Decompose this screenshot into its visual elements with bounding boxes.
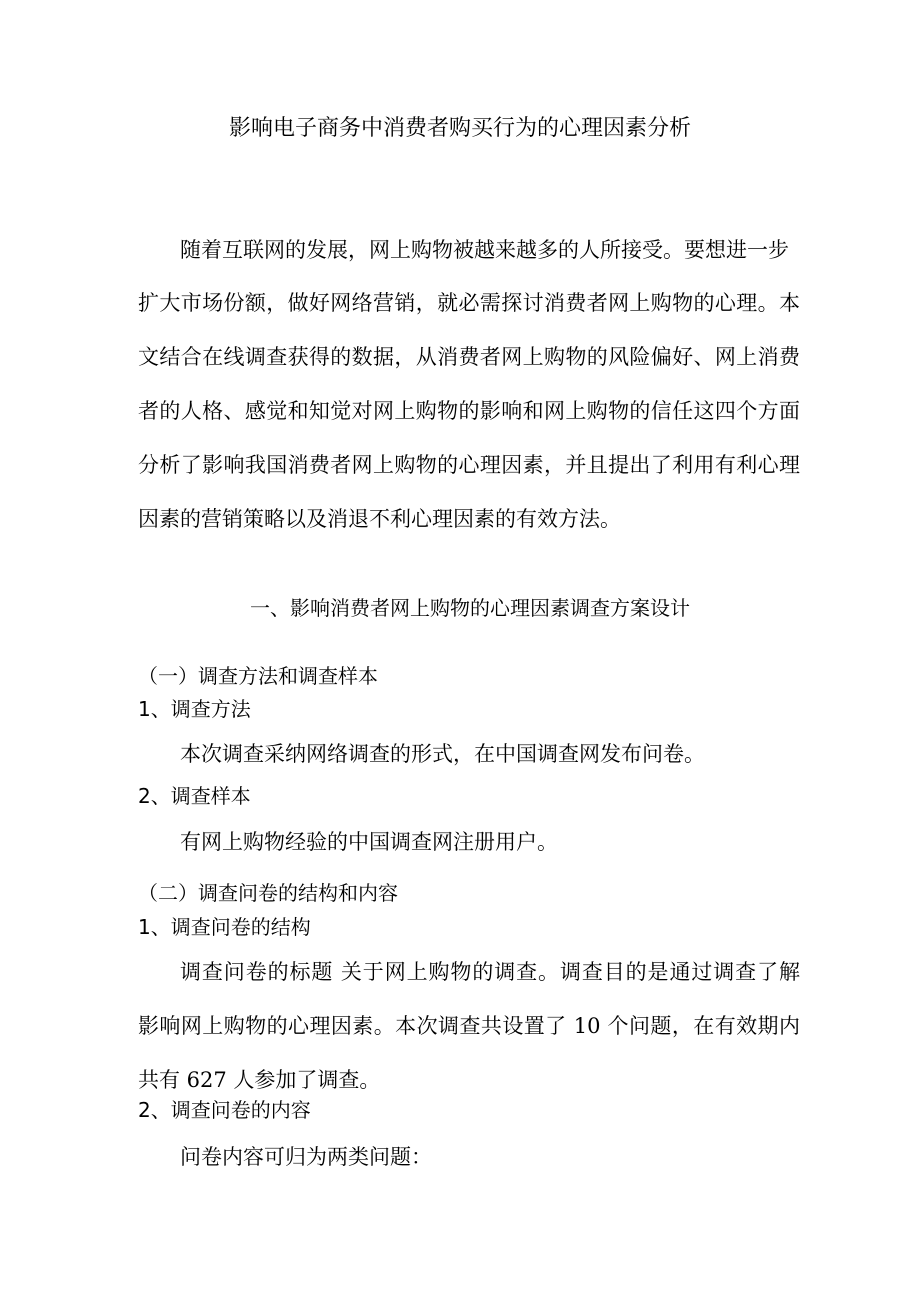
paragraph-line: 调查问卷的标题 关于网上购物的调查。调查目的是通过调查了解 bbox=[180, 960, 800, 984]
paragraph-line: 影响网上购物的心理因素。本次调查共设置了 10 个问题，在有效期内 bbox=[138, 1014, 800, 1038]
abstract-line: 者的人格、感觉和知觉对网上购物的影响和网上购物的信任这四个方面 bbox=[138, 399, 800, 423]
paragraph: 有网上购物经验的中国调查网注册用户。 bbox=[180, 830, 558, 854]
abstract-line: 分析了影响我国消费者网上购物的心理因素，并且提出了利用有利心理 bbox=[138, 453, 800, 477]
subsection-heading: （二）调查问卷的结构和内容 bbox=[138, 881, 398, 905]
section-heading: 一、影响消费者网上购物的心理因素调查方案设计 bbox=[250, 596, 690, 620]
item-heading: 1、调查方法 bbox=[138, 697, 251, 721]
subsection-heading: （一）调查方法和调查样本 bbox=[138, 664, 378, 688]
abstract-line: 随着互联网的发展，网上购物被越来越多的人所接受。要想进一步 bbox=[180, 238, 789, 262]
item-heading: 2、调查问卷的内容 bbox=[138, 1098, 311, 1122]
document-title: 影响电子商务中消费者购买行为的心理因素分析 bbox=[228, 116, 691, 141]
abstract-line: 文结合在线调查获得的数据，从消费者网上购物的风险偏好、网上消费 bbox=[138, 345, 800, 369]
paragraph: 问卷内容可归为两类问题： bbox=[180, 1145, 432, 1169]
abstract-line: 扩大市场份额，做好网络营销，就必需探讨消费者网上购物的心理。本 bbox=[138, 291, 800, 315]
item-heading: 1、调查问卷的结构 bbox=[138, 915, 311, 939]
abstract-line: 因素的营销策略以及消退不利心理因素的有效方法。 bbox=[138, 507, 621, 531]
paragraph: 本次调查采纳网络调查的形式，在中国调查网发布问卷。 bbox=[180, 742, 705, 766]
paragraph-line: 共有 627 人参加了调查。 bbox=[138, 1068, 381, 1092]
item-heading: 2、调查样本 bbox=[138, 784, 251, 808]
